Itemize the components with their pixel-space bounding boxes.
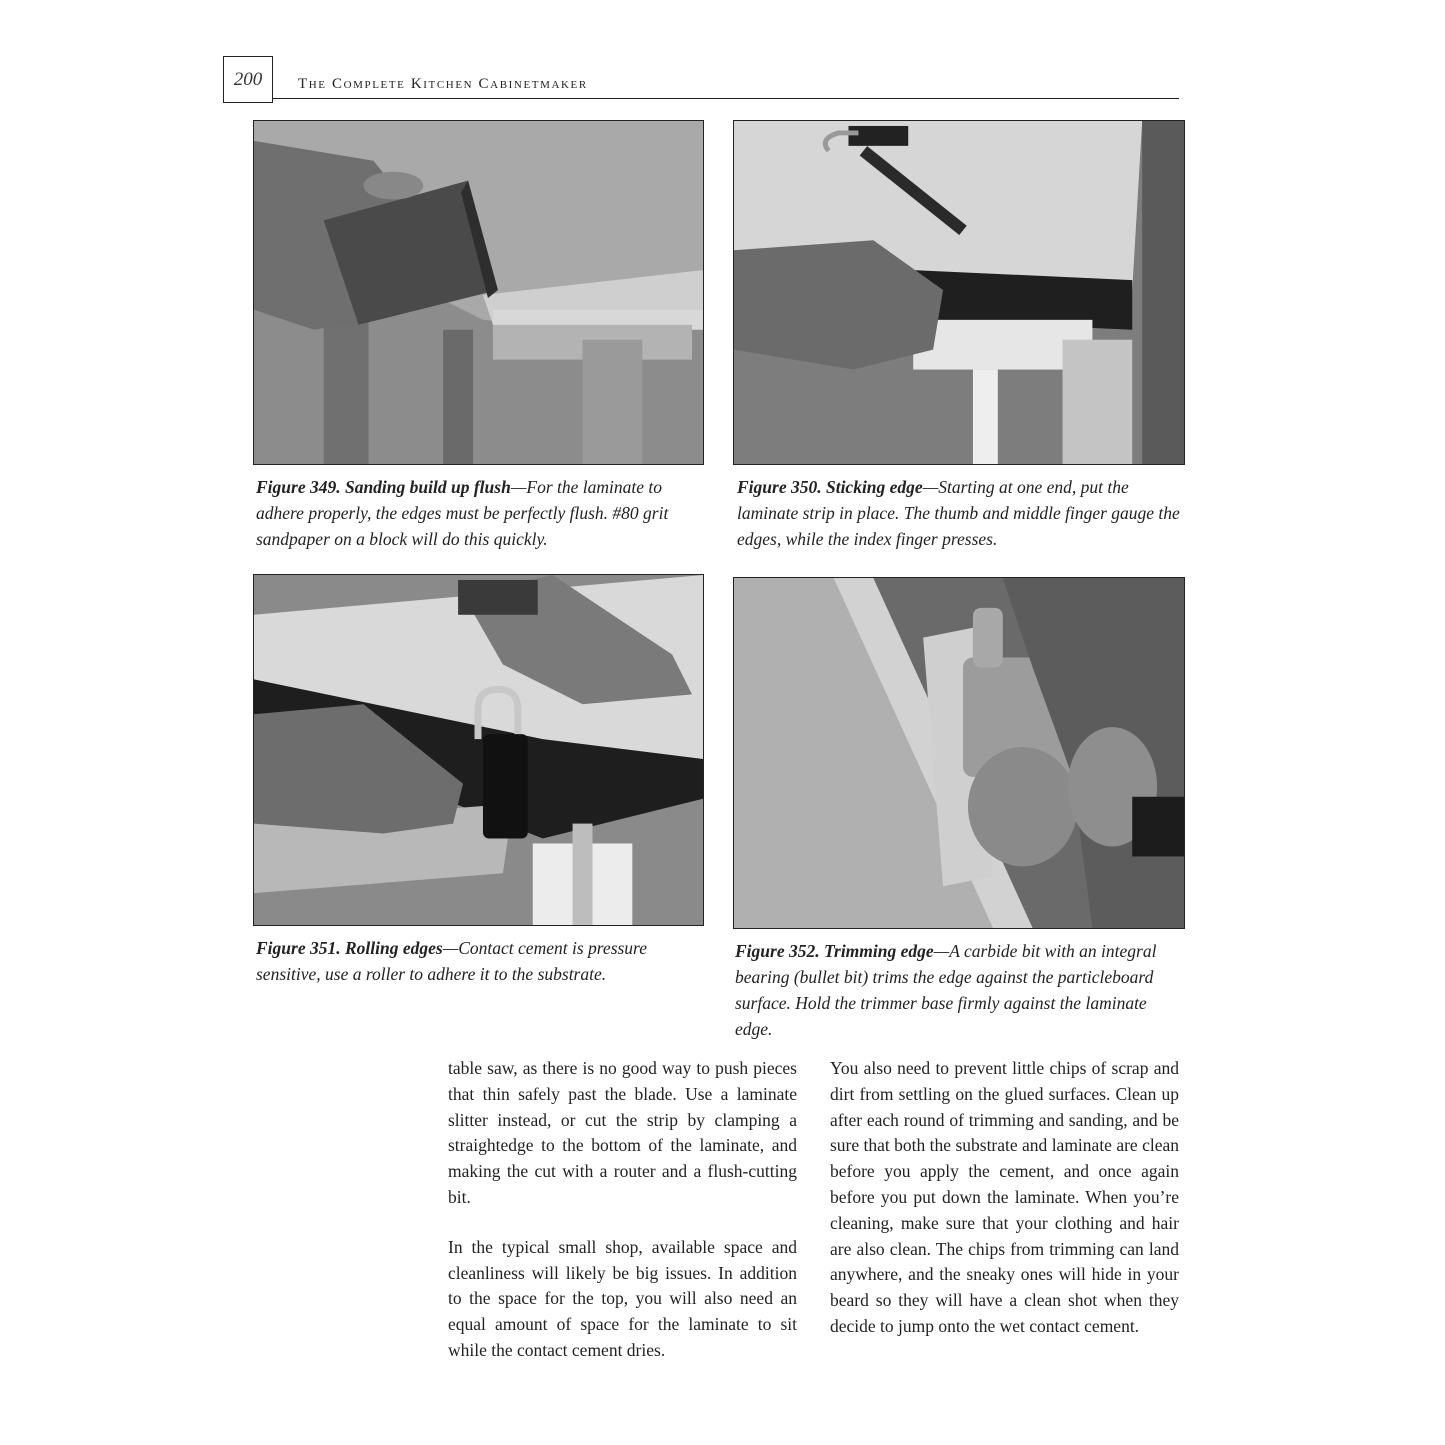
figure-349-caption — [256, 474, 706, 552]
photo-rolling-edges — [253, 574, 704, 926]
photo-trimming-edge — [733, 577, 1185, 929]
figure-349-text: —For the laminate to adhere properly, the edges must be perfectly flush. #80 grit sandpaper on a block will do this quickly. — [256, 477, 669, 549]
figure-350-caption — [737, 474, 1185, 552]
figure-350-text: —Starting at one end, put the laminate strip in place. The thumb and middle finger gauge the edges, while the index finger presses. — [737, 477, 1180, 549]
photo-sticking-edge — [733, 120, 1185, 465]
figure-351-caption — [256, 935, 706, 987]
figure-350-label: Figure 350. Sticking edge — [737, 477, 923, 497]
body-paragraph: table saw, as there is no good way to push pieces that thin safely past the blade. Use a laminate slitter instead, or cut the strip by clamping a straightedge to the bottom of the laminate, and making the cut with a router and a flush-cutting bit. — [448, 1058, 797, 1207]
body-paragraph: You also need to prevent little chips of scrap and dirt from settling on the glued surfaces. Clean up after each round of trimming and sanding, and be sure that both the substrate and laminate are clean before you apply the cement, and once again before you put down the laminate. When you’re cleaning, make sure that your clothing and hair are also clean. The chips from trimming can land anywhere, and the sneaky ones will hide in your beard so they will have a clean shot when they decide to jump onto the wet contact cement. — [830, 1058, 1179, 1336]
page-number-text: 200 — [233, 68, 263, 90]
page-number — [223, 56, 273, 103]
body-column-right — [830, 1056, 1179, 1364]
body-column-left — [448, 1056, 797, 1388]
header-rule — [273, 98, 1179, 99]
running-head: The Complete Kitchen Cabinetmaker — [298, 76, 588, 92]
figure-352-label: Figure 352. Trimming edge — [735, 941, 934, 961]
body-paragraph: In the typical small shop, available space and cleanliness will likely be big issues. In addition to the space for the top, you will also need an equal amount of space for the laminate to sit while the contact cement dries. — [448, 1236, 797, 1360]
figure-351-text: —Contact cement is pressure sensitive, use a roller to adhere it to the substrate. — [256, 938, 647, 984]
figure-349-label: Figure 349. Sanding build up flush — [256, 477, 511, 497]
photo-sanding — [253, 120, 704, 465]
figure-352-text: —A carbide bit with an integral bearing (bullet bit) trims the edge against the particleboard surface. Hold the trimmer base firmly against the laminate edge. — [735, 941, 1157, 1039]
figure-352-caption — [735, 938, 1183, 1042]
figure-351-label: Figure 351. Rolling edges — [256, 938, 443, 958]
